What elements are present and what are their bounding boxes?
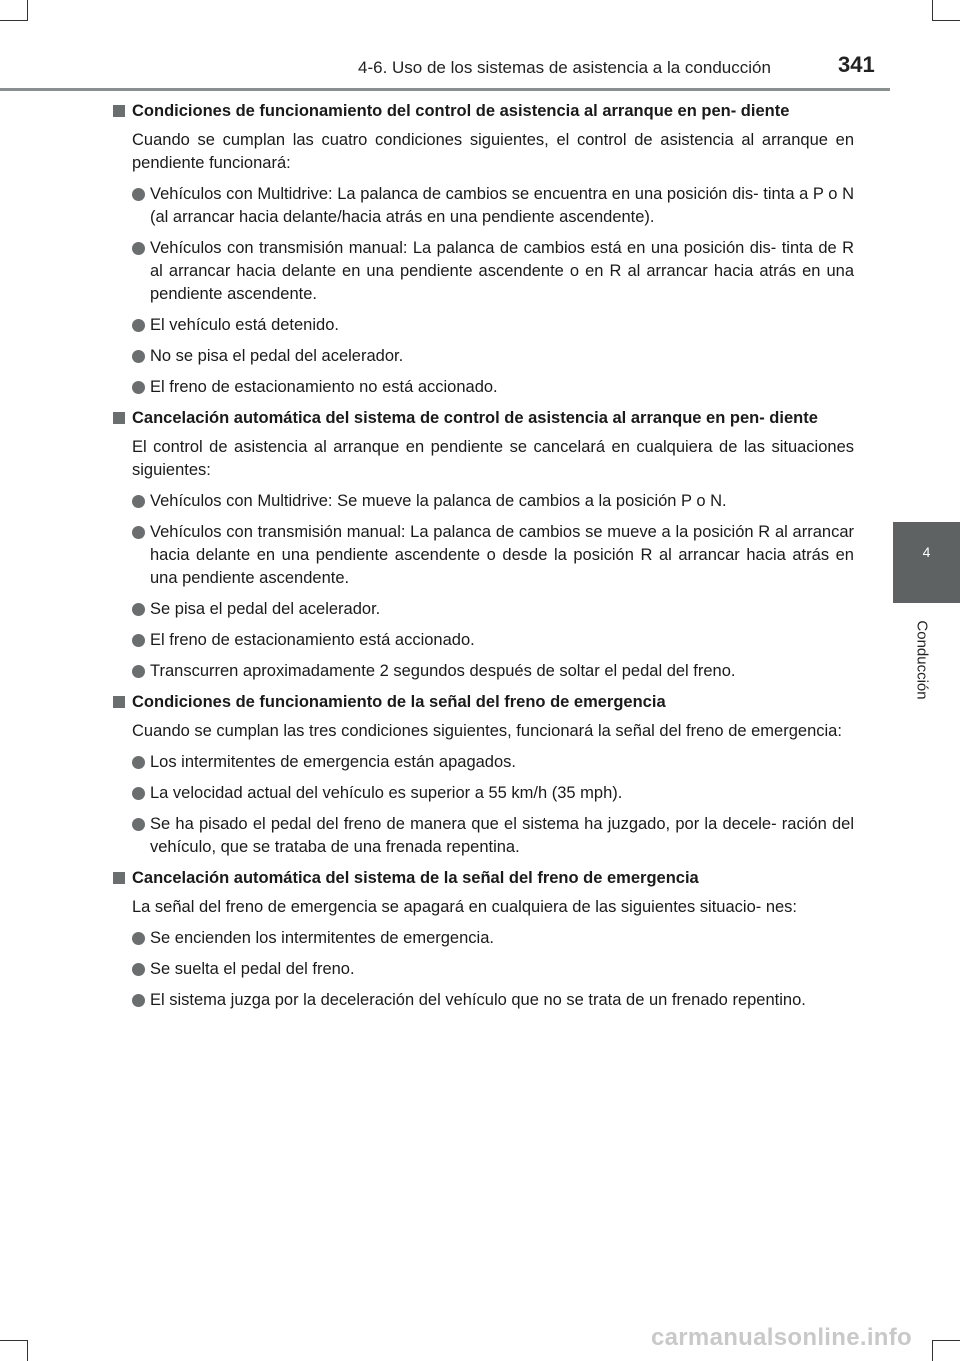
circle-bullet-icon xyxy=(132,756,145,769)
circle-bullet-icon xyxy=(132,188,145,201)
crop-mark xyxy=(932,0,933,20)
list-item xyxy=(112,782,854,805)
list-item-text: No se pisa el pedal del acelerador. xyxy=(150,347,404,365)
list-item-text: El freno de estacionamiento no está accionado. xyxy=(150,378,498,396)
crop-mark xyxy=(0,1340,28,1341)
square-bullet-icon xyxy=(113,872,125,884)
section xyxy=(112,691,854,859)
list-item-text: Los intermitentes de emergencia están apagados. xyxy=(150,753,516,771)
watermark: carmanualsonline.info xyxy=(651,1324,913,1351)
section-heading-text: Cancelación automática del sistema de control de asistencia al arranque en pen- diente xyxy=(132,409,818,427)
section-heading-text: Condiciones de funcionamiento del control de asistencia al arranque en pen- diente xyxy=(132,102,790,120)
circle-bullet-icon xyxy=(132,665,145,678)
crop-mark xyxy=(932,1340,960,1341)
section-intro: El control de asistencia al arranque en pendiente se cancelará en cualquiera de las situaciones siguientes: xyxy=(132,438,854,479)
list-item-text: El vehículo está detenido. xyxy=(150,316,339,334)
list-item-text: El sistema juzga por la deceleración del vehículo que no se trata de un frenado repentino. xyxy=(150,991,806,1009)
list-item xyxy=(112,237,854,306)
list-item-text: Vehículos con transmisión manual: La palanca de cambios está en una posición dis- tinta de R al arrancar hacia delante en una pendiente ascendente o en R al arrancar hacia atrás en una pendiente ascendente. xyxy=(150,239,854,303)
section-header-title: 4-6. Uso de los sistemas de asistencia a la conducción xyxy=(358,58,771,77)
list-item-text: Vehículos con Multidrive: Se mueve la palanca de cambios a la posición P o N. xyxy=(150,492,727,510)
circle-bullet-icon xyxy=(132,818,145,831)
list-item-text: Se encienden los intermitentes de emergencia. xyxy=(150,929,494,947)
section-heading-text: Cancelación automática del sistema de la señal del freno de emergencia xyxy=(132,869,699,887)
list-item xyxy=(112,521,854,590)
list-item-text: Vehículos con transmisión manual: La palanca de cambios se mueve a la posición R al arrancar hacia delante en una pendiente ascendente o desde la posición R al arrancar hacia atrás en una pendiente ascendente. xyxy=(150,523,854,587)
section-intro: Cuando se cumplan las tres condiciones siguientes, funcionará la señal del freno de emergencia: xyxy=(132,722,842,740)
list-item xyxy=(112,183,854,229)
list-item-text: La velocidad actual del vehículo es superior a 55 km/h (35 mph). xyxy=(150,784,623,802)
list-item xyxy=(112,813,854,859)
chapter-tab-label: Conducción xyxy=(913,620,931,700)
crop-mark xyxy=(932,20,960,21)
crop-mark xyxy=(27,0,28,20)
square-bullet-icon xyxy=(113,696,125,708)
section-heading xyxy=(112,867,854,890)
list-item xyxy=(112,927,854,950)
circle-bullet-icon xyxy=(132,495,145,508)
circle-bullet-icon xyxy=(132,526,145,539)
circle-bullet-icon xyxy=(132,350,145,363)
square-bullet-icon xyxy=(113,105,125,117)
list-item xyxy=(112,751,854,774)
list-item-text: Se ha pisado el pedal del freno de manera que el sistema ha juzgado, por la decele- ración del vehículo, que se trataba de una frenada repentina. xyxy=(150,815,854,856)
list-item xyxy=(112,376,854,399)
section-heading xyxy=(112,100,854,123)
list-item xyxy=(112,490,854,513)
list-item-text: Se pisa el pedal del acelerador. xyxy=(150,600,381,618)
circle-bullet-icon xyxy=(132,242,145,255)
list-item-text: El freno de estacionamiento está accionado. xyxy=(150,631,475,649)
list-item xyxy=(112,598,854,621)
section xyxy=(112,407,854,683)
list-item-text: Se suelta el pedal del freno. xyxy=(150,960,355,978)
section-heading-text: Condiciones de funcionamiento de la señal del freno de emergencia xyxy=(132,693,666,711)
crop-mark xyxy=(27,1340,28,1361)
list-item-text: Vehículos con Multidrive: La palanca de cambios se encuentra en una posición dis- tinta a P o N (al arrancar hacia delante/hacia atrás en una pendiente ascendente). xyxy=(150,185,854,226)
square-bullet-icon xyxy=(113,412,125,424)
page-content xyxy=(112,100,854,1020)
list-item xyxy=(112,958,854,981)
list-item xyxy=(112,989,854,1012)
circle-bullet-icon xyxy=(132,634,145,647)
circle-bullet-icon xyxy=(132,787,145,800)
list-item xyxy=(112,660,854,683)
list-item xyxy=(112,345,854,368)
circle-bullet-icon xyxy=(132,994,145,1007)
chapter-tab xyxy=(893,522,960,603)
page-number: 341 xyxy=(838,52,875,77)
section-intro: La señal del freno de emergencia se apagará en cualquiera de las siguientes situacio- nes: xyxy=(132,898,798,916)
list-item xyxy=(112,629,854,652)
section xyxy=(112,867,854,1012)
section-heading xyxy=(112,691,854,714)
section-heading xyxy=(112,407,854,430)
circle-bullet-icon xyxy=(132,963,145,976)
circle-bullet-icon xyxy=(132,319,145,332)
list-item xyxy=(112,314,854,337)
circle-bullet-icon xyxy=(132,381,145,394)
section xyxy=(112,100,854,399)
list-item-text: Transcurren aproximadamente 2 segundos después de soltar el pedal del freno. xyxy=(150,662,736,680)
crop-mark xyxy=(0,20,28,21)
circle-bullet-icon xyxy=(132,603,145,616)
crop-mark xyxy=(932,1340,933,1361)
circle-bullet-icon xyxy=(132,932,145,945)
section-intro: Cuando se cumplan las cuatro condiciones siguientes, el control de asistencia al arranque en pendiente funcionará: xyxy=(132,131,854,172)
chapter-tab-number: 4 xyxy=(922,544,931,560)
header-divider xyxy=(0,88,890,91)
